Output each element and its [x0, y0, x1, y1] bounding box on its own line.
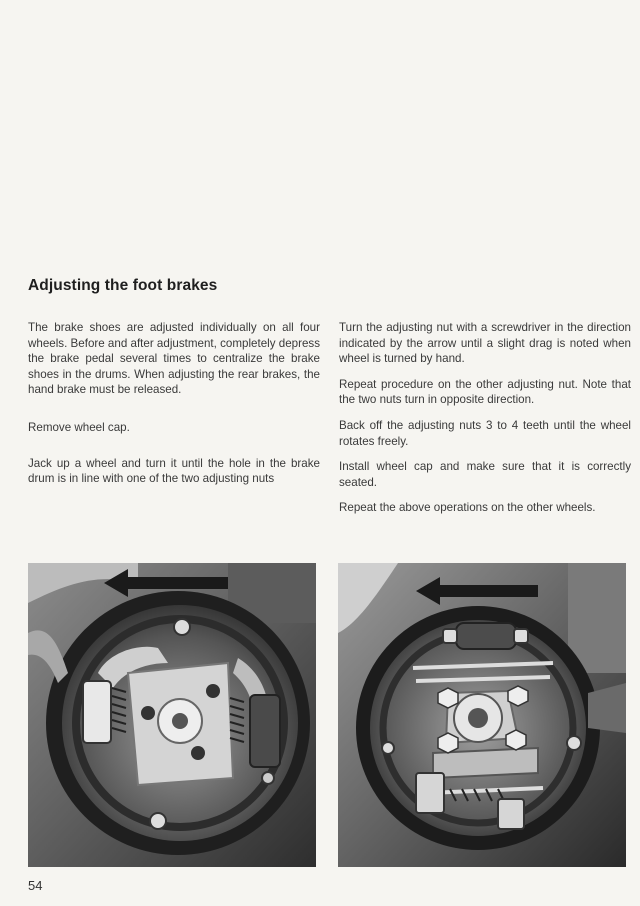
section-heading: Adjusting the foot brakes [28, 277, 218, 294]
paragraph-jack-up: Jack up a wheel and turn it until the hole in the brake drum is in line with one of the two adjusting nuts [28, 456, 320, 486]
paragraph-intro: The brake shoes are adjusted individually on all four wheels. Before and after adjustment, completely depress the brake pedal several times to centralize the brake shoes in the drums. When adjusting the rear brakes, the hand brake must be released. [28, 321, 320, 397]
front-brake-illustration [28, 563, 316, 867]
paragraph-turn-nut: Turn the adjusting nut with a screwdriver in the direction indicated by the arrow until a slight drag is noted when wheel is turned by hand. [339, 321, 631, 366]
rear-brake-illustration [338, 563, 626, 867]
page-number: 54 [28, 878, 43, 893]
paragraph-install-cap: Install wheel cap and make sure that it is correctly seated. [339, 460, 631, 489]
left-text-column [28, 320, 320, 487]
paragraph-remove-cap: Remove wheel cap. [28, 420, 130, 434]
paragraph-repeat-nut: Repeat procedure on the other adjusting nut. Note that the two nuts turn in opposite direction. [339, 377, 631, 407]
rear-brake-assembly-photo [338, 563, 626, 867]
paragraph-back-off: Back off the adjusting nuts 3 to 4 teeth until the wheel rotates freely. [339, 418, 631, 448]
right-text-column [339, 320, 631, 516]
paragraph-repeat-wheels: Repeat the above operations on the other wheels. [339, 501, 596, 515]
front-brake-assembly-photo [28, 563, 316, 867]
